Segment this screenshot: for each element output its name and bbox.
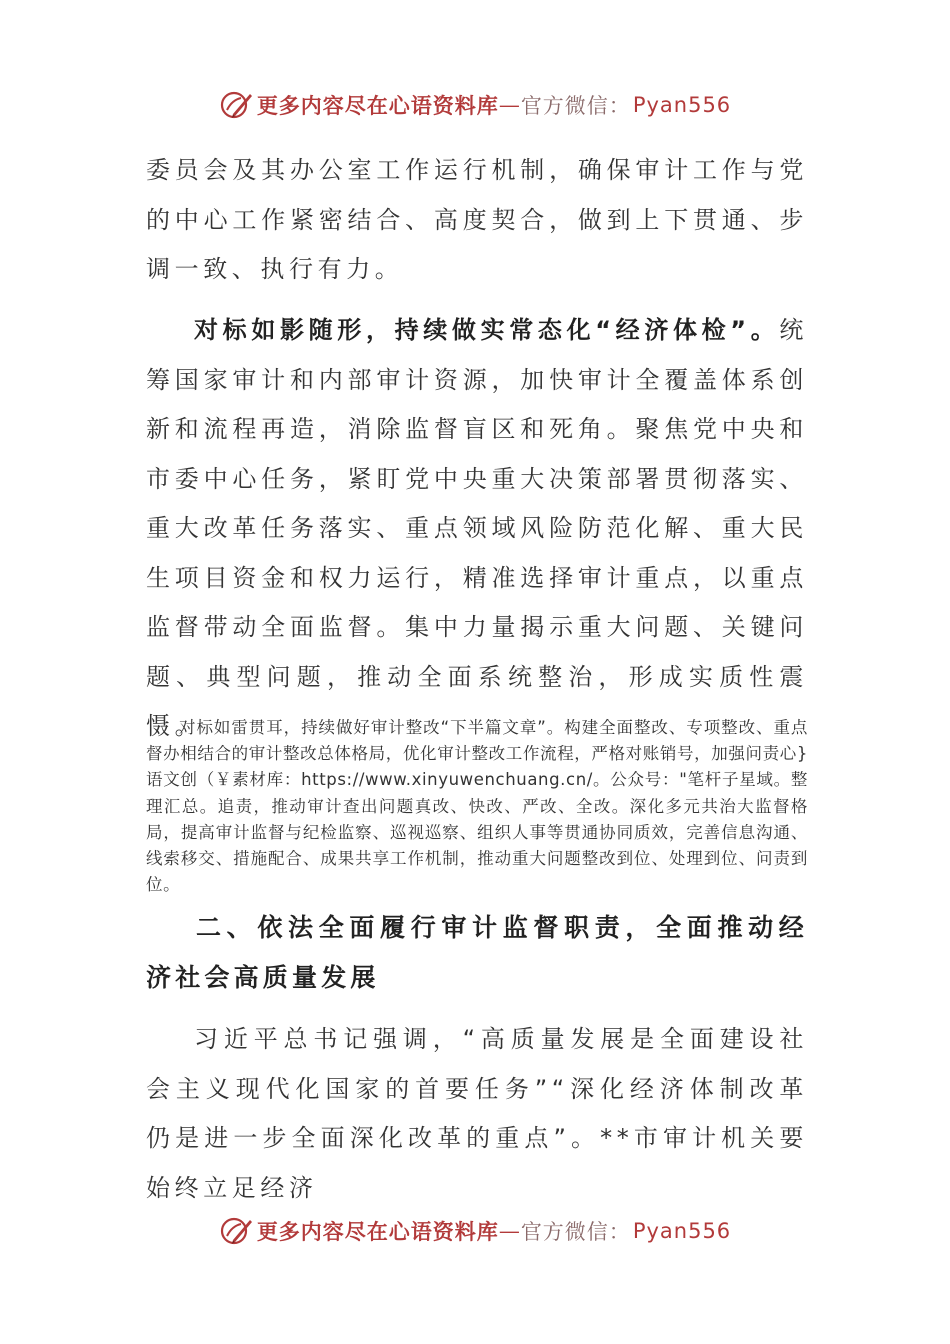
pen-logo-icon: [219, 1214, 253, 1248]
section-heading: 二、依法全面履行审计监督职责，全面推动经济社会高质量发展: [146, 913, 808, 992]
watermark-brand: 更多内容尽在心语资料库: [256, 93, 499, 118]
paragraph-1: 委员会及其办公室工作运行机制，确保审计工作与党的中心工作紧密结合、高度契合，做到上下贯通、步调一致、执行有力。: [146, 156, 808, 283]
section-heading-block: [146, 903, 808, 1002]
paragraph-2-lead: 对标如影随形，持续做实常态化“经济体检”。: [194, 316, 780, 344]
paragraph-3-block: [146, 715, 808, 898]
paragraph-2: [146, 306, 808, 752]
paragraph-4: 习近平总书记强调，“高质量发展是全面建设社会主义现代化国家的首要任务”“深化经济体制改革仍是进一步全面深化改革的重点”。**市审计机关要始终立足经济: [146, 1025, 808, 1202]
watermark-wechat-id: Pyan556: [632, 1219, 732, 1243]
pen-logo-icon: [219, 88, 253, 122]
watermark-header: [0, 83, 950, 127]
watermark-wechat-id: Pyan556: [632, 93, 732, 117]
watermark-label: 官方微信：: [520, 1220, 631, 1244]
watermark-separator: —: [498, 93, 521, 117]
paragraph-2-text: 统筹国家审计和内部审计资源，加快审计全覆盖体系创新和流程再造，消除监督盲区和死角。聚焦党中央和市委中心任务，紧盯党中央重大决策部署贯彻落实、重大改革任务落实、重点领域风险防范化解、重大民生项目资金和权力运行，精准选择审计重点，以重点监督带动全面监督。集中力量揭示重大问题、关键问题、典型问题，推动全面系统整治，形成实质性震慑。: [146, 316, 808, 740]
watermark-label: 官方微信：: [520, 94, 631, 118]
document-body: [146, 146, 808, 295]
paragraph-3: 对标如雷贯耳，持续做好审计整改“下半篇文章”。构建全面整改、专项整改、重点督办相结合的审计整改总体格局，优化审计整改工作流程，严格对账销号，加强问责心}语文创（￥素材库：https://www.xinyuwenchuang.cn/。公众号："笔杆子星域。整理汇总。追责，推动审计查出问题真改、快改、严改、全改。深化多元共治大监督格局，提高审计监督与纪检监察、巡视巡察、组织人事等贯通协同质效，完善信息沟通、线索移交、措施配合、成果共享工作机制，推动重大问题整改到位、处理到位、问责到位。: [146, 718, 808, 895]
paragraph-4-block: [146, 1015, 808, 1213]
watermark-brand: 更多内容尽在心语资料库: [256, 1219, 499, 1244]
watermark-separator: —: [498, 1219, 521, 1243]
watermark-footer: [0, 1209, 950, 1253]
